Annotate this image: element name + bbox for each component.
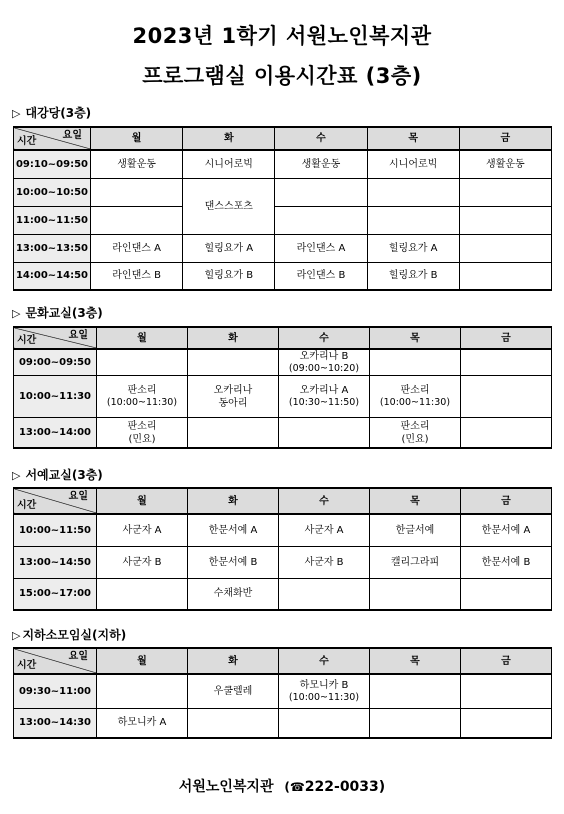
footer-contact: 서원노인복지관 (☎222-0033) bbox=[178, 779, 386, 795]
table-row bbox=[14, 349, 552, 376]
basement-room-table bbox=[13, 647, 552, 739]
class-cell: 힐링요가 B bbox=[183, 262, 275, 290]
header-day: 화 bbox=[188, 488, 279, 514]
auditorium-table bbox=[13, 126, 552, 291]
header-day: 수 bbox=[279, 648, 370, 674]
header-day: 금 bbox=[461, 648, 552, 674]
class-cell bbox=[461, 578, 552, 610]
time-cell: 10:00~11:50 bbox=[14, 514, 97, 546]
class-cell: 라인댄스 B bbox=[275, 262, 367, 290]
table-row bbox=[14, 150, 552, 178]
class-cell bbox=[367, 178, 459, 206]
header-day: 금 bbox=[461, 488, 552, 514]
class-cell: 오카리나 A (10:30~11:50) bbox=[279, 376, 370, 418]
class-cell bbox=[279, 708, 370, 738]
table-row bbox=[14, 708, 552, 738]
page-title-line2: 프로그램실 이용시간표 (3층) bbox=[142, 64, 422, 88]
class-cell bbox=[279, 578, 370, 610]
table-row bbox=[14, 674, 552, 708]
class-cell: 한글서예 bbox=[370, 514, 461, 546]
header-day: 목 bbox=[370, 327, 461, 349]
class-cell: 판소리 (10:00~11:30) bbox=[97, 376, 188, 418]
table-row bbox=[14, 178, 552, 206]
header-corner: 요일 시간 bbox=[14, 127, 91, 150]
class-cell bbox=[188, 708, 279, 738]
class-cell bbox=[91, 206, 183, 234]
class-cell: 판소리 (민요) bbox=[97, 418, 188, 448]
header-day: 금 bbox=[459, 127, 551, 150]
class-cell: 캘리그라피 bbox=[370, 546, 461, 578]
culture-room-table bbox=[13, 326, 552, 449]
triangle-icon: ▷ bbox=[12, 307, 21, 320]
class-cell bbox=[97, 349, 188, 376]
header-day: 수 bbox=[279, 488, 370, 514]
header-day: 수 bbox=[279, 327, 370, 349]
class-cell bbox=[370, 578, 461, 610]
header-corner: 요일 시간 bbox=[14, 488, 97, 514]
class-cell bbox=[461, 418, 552, 448]
table-row bbox=[14, 262, 552, 290]
time-cell: 10:00~11:30 bbox=[14, 376, 97, 418]
triangle-icon: ▷ bbox=[12, 629, 21, 642]
table-row bbox=[14, 418, 552, 448]
class-cell: 힐링요가 A bbox=[183, 234, 275, 262]
header-day: 월 bbox=[97, 648, 188, 674]
header-day: 월 bbox=[97, 327, 188, 349]
calligraphy-room-table bbox=[13, 487, 552, 611]
class-cell bbox=[279, 418, 370, 448]
page-title-line1: 2023년 1학기 서원노인복지관 bbox=[132, 24, 432, 48]
class-cell: 우쿨렐레 bbox=[188, 674, 279, 708]
header-day: 목 bbox=[370, 488, 461, 514]
class-cell: 댄스스포츠 bbox=[183, 178, 275, 234]
class-cell: 사군자 A bbox=[97, 514, 188, 546]
header-day: 월 bbox=[97, 488, 188, 514]
section-title-auditorium: ▷ 대강당(3층) bbox=[12, 106, 92, 120]
time-cell: 15:00~17:00 bbox=[14, 578, 97, 610]
class-cell bbox=[461, 376, 552, 418]
header-day: 수 bbox=[275, 127, 367, 150]
class-cell bbox=[461, 708, 552, 738]
class-cell: 생활운동 bbox=[91, 150, 183, 178]
class-cell bbox=[275, 206, 367, 234]
class-cell: 판소리 (민요) bbox=[370, 418, 461, 448]
class-cell: 사군자 B bbox=[279, 546, 370, 578]
table-row bbox=[14, 376, 552, 418]
class-cell: 시니어로빅 bbox=[367, 150, 459, 178]
header-day: 화 bbox=[188, 327, 279, 349]
table-row bbox=[14, 578, 552, 610]
table-row bbox=[14, 206, 552, 234]
class-cell: 한문서예 A bbox=[461, 514, 552, 546]
class-cell: 생활운동 bbox=[459, 150, 551, 178]
telephone-icon: (☎ bbox=[284, 780, 305, 794]
class-cell: 하모니카 B (10:00~11:30) bbox=[279, 674, 370, 708]
header-day: 화 bbox=[188, 648, 279, 674]
time-cell: 13:00~14:30 bbox=[14, 708, 97, 738]
class-cell bbox=[459, 262, 551, 290]
header-day: 월 bbox=[91, 127, 183, 150]
time-cell: 09:00~09:50 bbox=[14, 349, 97, 376]
header-corner: 요일 시간 bbox=[14, 648, 97, 674]
time-cell: 13:00~14:50 bbox=[14, 546, 97, 578]
class-cell bbox=[459, 206, 551, 234]
class-cell: 시니어로빅 bbox=[183, 150, 275, 178]
institution-name: 서원노인복지관 bbox=[178, 779, 274, 795]
class-cell bbox=[97, 578, 188, 610]
class-cell: 사군자 B bbox=[97, 546, 188, 578]
triangle-icon: ▷ bbox=[12, 469, 21, 482]
class-cell: 힐링요가 B bbox=[367, 262, 459, 290]
class-cell bbox=[459, 178, 551, 206]
class-cell bbox=[461, 349, 552, 376]
time-cell: 09:30~11:00 bbox=[14, 674, 97, 708]
class-cell: 한문서예 B bbox=[188, 546, 279, 578]
table-row bbox=[14, 546, 552, 578]
header-day: 화 bbox=[183, 127, 275, 150]
section-title-culture-room: ▷ 문화교실(3층) bbox=[12, 306, 103, 320]
class-cell bbox=[275, 178, 367, 206]
class-cell: 한문서예 A bbox=[188, 514, 279, 546]
table-row bbox=[14, 514, 552, 546]
class-cell bbox=[91, 178, 183, 206]
time-cell: 13:00~14:00 bbox=[14, 418, 97, 448]
section-title-calligraphy-room: ▷ 서예교실(3층) bbox=[12, 468, 103, 482]
class-cell bbox=[97, 674, 188, 708]
class-cell: 하모니카 A bbox=[97, 708, 188, 738]
class-cell: 오카리나 B (09:00~10:20) bbox=[279, 349, 370, 376]
class-cell: 힐링요가 A bbox=[367, 234, 459, 262]
class-cell bbox=[188, 349, 279, 376]
class-cell bbox=[370, 674, 461, 708]
header-corner: 요일 시간 bbox=[14, 327, 97, 349]
class-cell: 수채화반 bbox=[188, 578, 279, 610]
class-cell bbox=[459, 234, 551, 262]
section-title-basement-room: ▷ 지하소모임실(지하) bbox=[12, 628, 127, 642]
time-cell: 11:00~11:50 bbox=[14, 206, 91, 234]
class-cell: 오카리나 동아리 bbox=[188, 376, 279, 418]
class-cell: 라인댄스 B bbox=[91, 262, 183, 290]
class-cell: 라인댄스 A bbox=[275, 234, 367, 262]
class-cell: 사군자 A bbox=[279, 514, 370, 546]
time-cell: 13:00~13:50 bbox=[14, 234, 91, 262]
header-day: 목 bbox=[367, 127, 459, 150]
class-cell bbox=[370, 708, 461, 738]
time-cell: 10:00~10:50 bbox=[14, 178, 91, 206]
time-cell: 09:10~09:50 bbox=[14, 150, 91, 178]
class-cell: 생활운동 bbox=[275, 150, 367, 178]
class-cell: 한문서예 B bbox=[461, 546, 552, 578]
class-cell bbox=[370, 349, 461, 376]
class-cell bbox=[367, 206, 459, 234]
class-cell: 라인댄스 A bbox=[91, 234, 183, 262]
class-cell bbox=[461, 674, 552, 708]
header-day: 금 bbox=[461, 327, 552, 349]
class-cell bbox=[188, 418, 279, 448]
time-cell: 14:00~14:50 bbox=[14, 262, 91, 290]
header-day: 목 bbox=[370, 648, 461, 674]
triangle-icon: ▷ bbox=[12, 107, 21, 120]
class-cell: 판소리 (10:00~11:30) bbox=[370, 376, 461, 418]
table-row bbox=[14, 234, 552, 262]
phone-number: 222-0033 bbox=[304, 779, 379, 795]
